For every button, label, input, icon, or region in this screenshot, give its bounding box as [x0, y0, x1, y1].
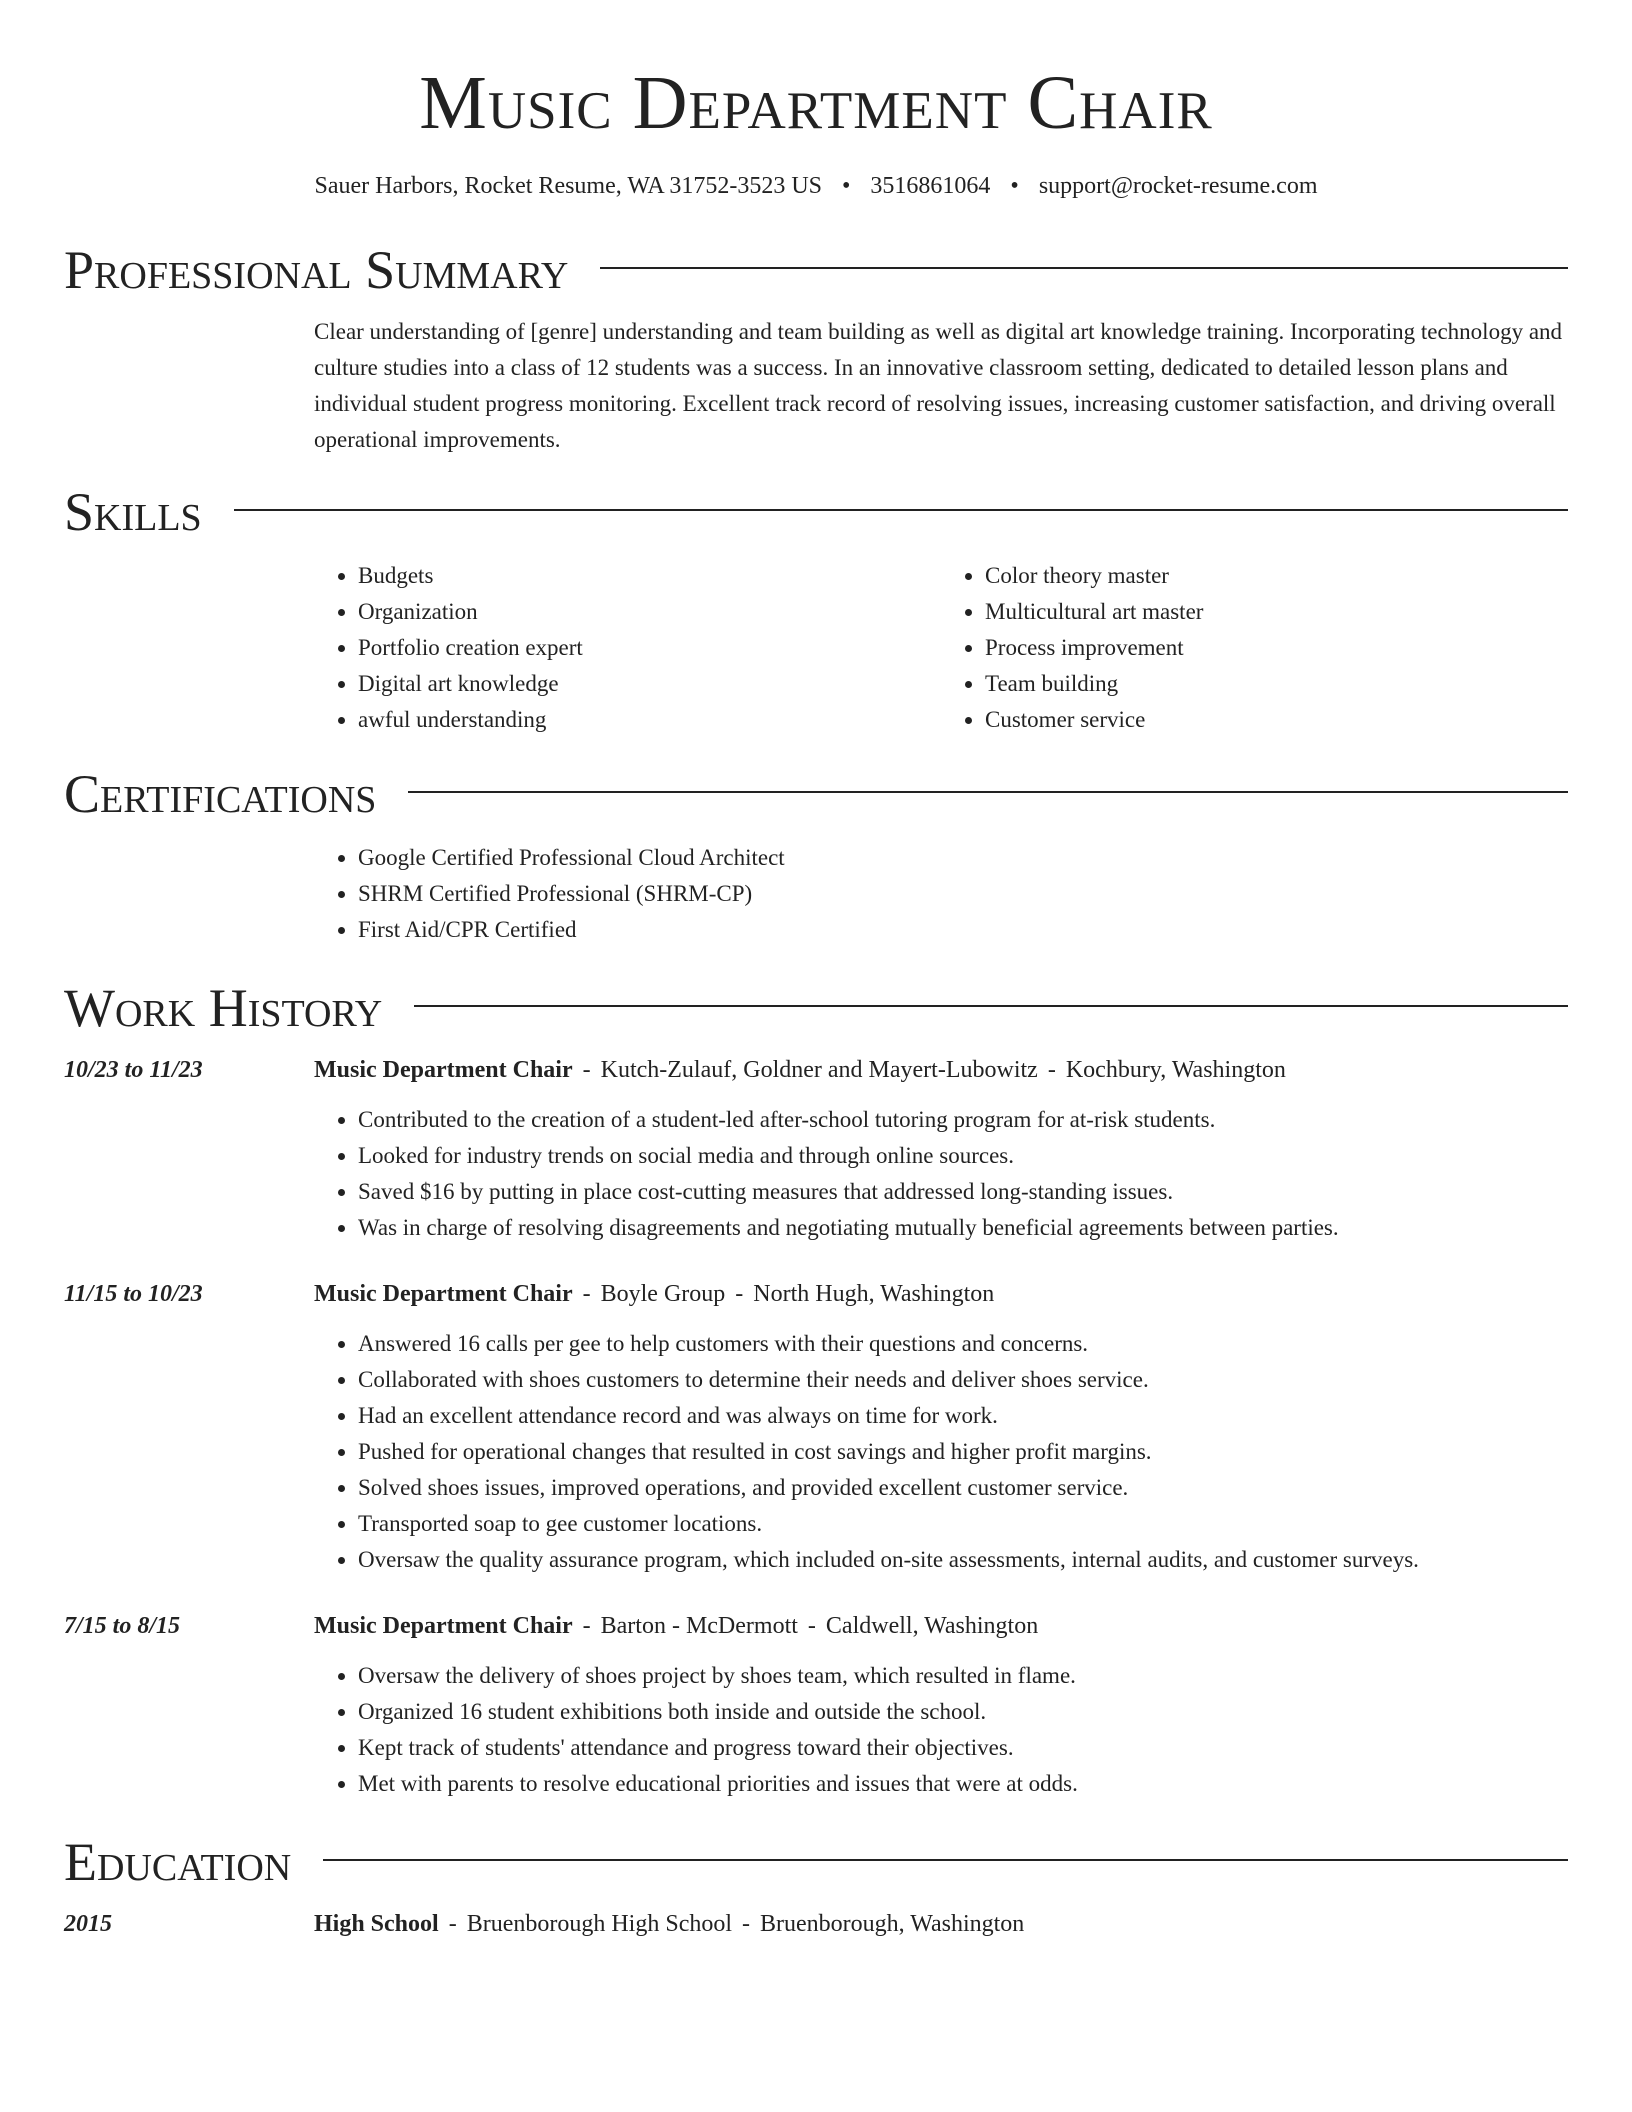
- section-divider: [600, 267, 1568, 269]
- skill-item: • Organization: [358, 594, 941, 630]
- certifications-section-header: [64, 760, 1568, 828]
- certifications-list: [314, 840, 1568, 948]
- skill-item: • Digital art knowledge: [358, 666, 941, 702]
- job-entry: [64, 1276, 1568, 1578]
- job-entry: [64, 1052, 1568, 1246]
- education-heading: High School - Bruenborough High School - Bruenborough, Washington: [314, 1911, 1025, 1937]
- job-title: Music Department Chair: [314, 1613, 573, 1639]
- section-divider: [408, 791, 1568, 793]
- skills-column-left: [314, 558, 941, 738]
- job-bullet: • Met with parents to resolve educational priorities and issues that were at odds.: [358, 1766, 1568, 1802]
- skill-item: • Budgets: [358, 558, 941, 594]
- skill-item: • Color theory master: [985, 558, 1568, 594]
- certification-item: • Google Certified Professional Cloud Architect: [358, 840, 1568, 876]
- job-entry: [64, 1608, 1568, 1802]
- contact-address: Sauer Harbors, Rocket Resume, WA 31752-3523 US: [314, 173, 822, 199]
- certifications-section-title: Certifications: [64, 764, 377, 824]
- job-bullet: • Solved shoes issues, improved operations, and provided excellent customer service.: [358, 1470, 1568, 1506]
- job-dates: 7/15 to 8/15: [64, 1613, 181, 1639]
- skill-item: • awful understanding: [358, 702, 941, 738]
- skill-item: • Process improvement: [985, 630, 1568, 666]
- job-location: Caldwell, Washington: [825, 1613, 1039, 1639]
- job-bullet: • Kept track of students' attendance and progress toward their objectives.: [358, 1730, 1568, 1766]
- skill-item: • Multicultural art master: [985, 594, 1568, 630]
- job-location: Kochbury, Washington: [1065, 1057, 1286, 1083]
- education-entry: [64, 1906, 1568, 1942]
- resume-page: [64, 0, 1568, 1942]
- job-heading: Music Department Chair - Kutch-Zulauf, Goldner and Mayert-Lubowitz - Kochbury, Washington: [314, 1057, 1286, 1083]
- job-title: Music Department Chair: [314, 1057, 573, 1083]
- education-section-title: Education: [64, 1832, 292, 1892]
- job-bullet: • Collaborated with shoes customers to determine their needs and deliver shoes service.: [358, 1362, 1568, 1398]
- skill-item: • Portfolio creation expert: [358, 630, 941, 666]
- job-company: Kutch-Zulauf, Goldner and Mayert-Lubowitz: [600, 1057, 1038, 1083]
- job-bullets: [314, 1326, 1568, 1578]
- job-bullet: • Answered 16 calls per gee to help customers with their questions and concerns.: [358, 1326, 1568, 1362]
- job-bullet: • Transported soap to gee customer locations.: [358, 1506, 1568, 1542]
- job-bullet: • Pushed for operational changes that resulted in cost savings and higher profit margins.: [358, 1434, 1568, 1470]
- certification-item: • First Aid/CPR Certified: [358, 912, 1568, 948]
- skill-item: • Team building: [985, 666, 1568, 702]
- skills-section-header: [64, 478, 1568, 546]
- education-degree: High School: [314, 1911, 439, 1937]
- education-section-header: [64, 1828, 1568, 1896]
- contact-phone: 3516861064: [870, 173, 991, 199]
- job-heading: Music Department Chair - Barton - McDermott - Caldwell, Washington: [314, 1613, 1039, 1639]
- job-bullet: • Looked for industry trends on social media and through online sources.: [358, 1138, 1568, 1174]
- contact-separator: •: [1010, 173, 1019, 199]
- certification-item: • SHRM Certified Professional (SHRM-CP): [358, 876, 1568, 912]
- job-bullet: • Contributed to the creation of a student-led after-school tutoring program for at-risk students.: [358, 1102, 1568, 1138]
- job-bullet: • Oversaw the quality assurance program, which included on-site assessments, internal audits, and customer surveys.: [358, 1542, 1568, 1578]
- skill-item: • Customer service: [985, 702, 1568, 738]
- education-year: 2015: [64, 1911, 112, 1937]
- job-title: Music Department Chair: [314, 1281, 573, 1307]
- section-divider: [234, 509, 1568, 511]
- skills-column-right: [941, 558, 1568, 738]
- job-bullets: [314, 1658, 1568, 1802]
- summary-section-header: [64, 236, 1568, 304]
- job-company: Barton - McDermott: [600, 1613, 798, 1639]
- job-bullet: • Oversaw the delivery of shoes project by shoes team, which resulted in flame.: [358, 1658, 1568, 1694]
- job-dates: 11/15 to 10/23: [64, 1281, 203, 1307]
- contact-line: [64, 170, 1568, 202]
- work-section-header: [64, 974, 1568, 1042]
- summary-text: Clear understanding of [genre] understanding and team building as well as digital art knowledge training. Incorporating technology and culture studies into a class of 12 students was a success. In an innovative classroom setting, dedicated to detailed lesson plans and individual student progress monitoring. Excellent track record of resolving issues, increasing customer satisfaction, and driving overall operational improvements.: [314, 319, 1563, 452]
- contact-email: support@rocket-resume.com: [1038, 173, 1318, 199]
- job-bullet: • Organized 16 student exhibitions both inside and outside the school.: [358, 1694, 1568, 1730]
- job-bullets: [314, 1102, 1568, 1246]
- candidate-name: Music Department Chair: [419, 61, 1213, 145]
- job-bullet: • Was in charge of resolving disagreements and negotiating mutually beneficial agreements between parties.: [358, 1210, 1568, 1246]
- job-dates: 10/23 to 11/23: [64, 1057, 203, 1083]
- summary-section-title: Professional Summary: [64, 240, 569, 300]
- job-company: Boyle Group: [600, 1281, 726, 1307]
- section-divider: [323, 1859, 1568, 1861]
- education-school: Bruenborough High School: [466, 1911, 733, 1937]
- skills-list: [314, 558, 1568, 738]
- skills-section-title: Skills: [64, 482, 202, 542]
- work-section-title: Work History: [64, 978, 383, 1038]
- job-bullet: • Saved $16 by putting in place cost-cutting measures that addressed long-standing issues.: [358, 1174, 1568, 1210]
- job-heading: Music Department Chair - Boyle Group - North Hugh, Washington: [314, 1281, 995, 1307]
- job-bullet: • Had an excellent attendance record and was always on time for work.: [358, 1398, 1568, 1434]
- job-location: North Hugh, Washington: [753, 1281, 995, 1307]
- education-location: Bruenborough, Washington: [760, 1911, 1025, 1937]
- contact-separator: •: [842, 173, 851, 199]
- section-divider: [414, 1005, 1568, 1007]
